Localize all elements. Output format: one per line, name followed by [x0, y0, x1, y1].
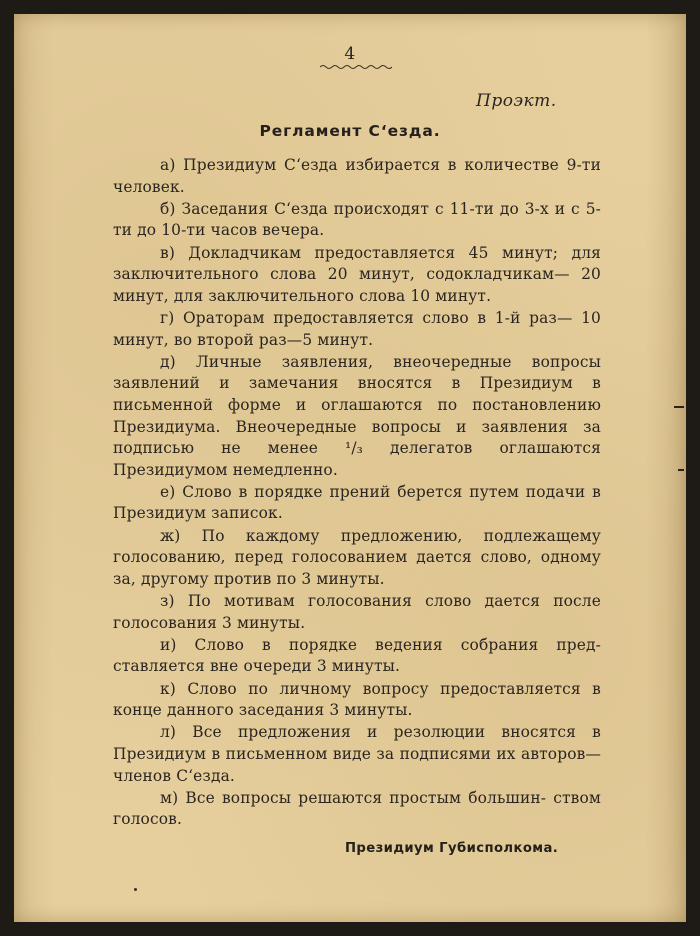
rule-item: л) Все предложения и резолюции вносятся в Президиум в письменном виде за подписями их авторов—членов С‘езда.: [113, 723, 601, 785]
rule-item: к) Слово по личному вопросу предоставляется в конце данного заседания 3 минуты.: [113, 679, 601, 720]
rule-item: е) Слово в порядке прений берется путем подачи в Президиум записок.: [113, 482, 601, 523]
rule-item: г) Ораторам предоставляется слово в 1-й раз— 10 минут, во второй раз—5 минут.: [113, 308, 601, 349]
page-number: 4: [344, 44, 356, 64]
page-edge-mark: [678, 469, 684, 471]
rule-item: и) Слово в порядке ведения собрания пред- ставляется вне очереди 3 минуты.: [113, 635, 601, 676]
rule-item: м) Все вопросы решаются простым большин- ством голосов.: [113, 788, 601, 829]
document-title: Регламент С‘езда.: [259, 122, 441, 140]
page-edge-mark: [674, 406, 684, 408]
draft-label: Проэкт.: [476, 91, 557, 111]
rule-item: а) Президиум С‘езда избирается в количестве 9-ти человек.: [113, 156, 601, 196]
signature: Президиум Губисполкома.: [345, 841, 559, 856]
rule-item: в) Докладчикам предоставляется 45 минут; для заключительного слова 20 минут, содокладчикам— 20 минут, для заключительного слова 10 минут.: [113, 243, 601, 305]
rule-item: ж) По каждому предложению, подлежащему голосованию, перед голосованием дается слово, одному за, другому против по 3 минуты.: [113, 526, 601, 588]
ink-spot: [134, 888, 137, 891]
ornament-wave-icon: [320, 64, 392, 70]
rules-list: [113, 155, 601, 832]
rule-item: б) Заседания С‘езда происходят с 11-ти до 3-х и с 5-ти до 10-ти часов вечера.: [113, 199, 601, 240]
rule-item: з) По мотивам голосования слово дается после голосования 3 минуты.: [113, 592, 601, 632]
rule-item: д) Личные заявления, внеочередные вопросы заявлений и замечания вносятся в Президиум в письменной форме и оглашаются по постановлению Президиума. Внеочередные вопросы и заявления за подписью не менее ¹/₃ делегатов оглашаются Президиумом немедленно.: [113, 352, 601, 479]
